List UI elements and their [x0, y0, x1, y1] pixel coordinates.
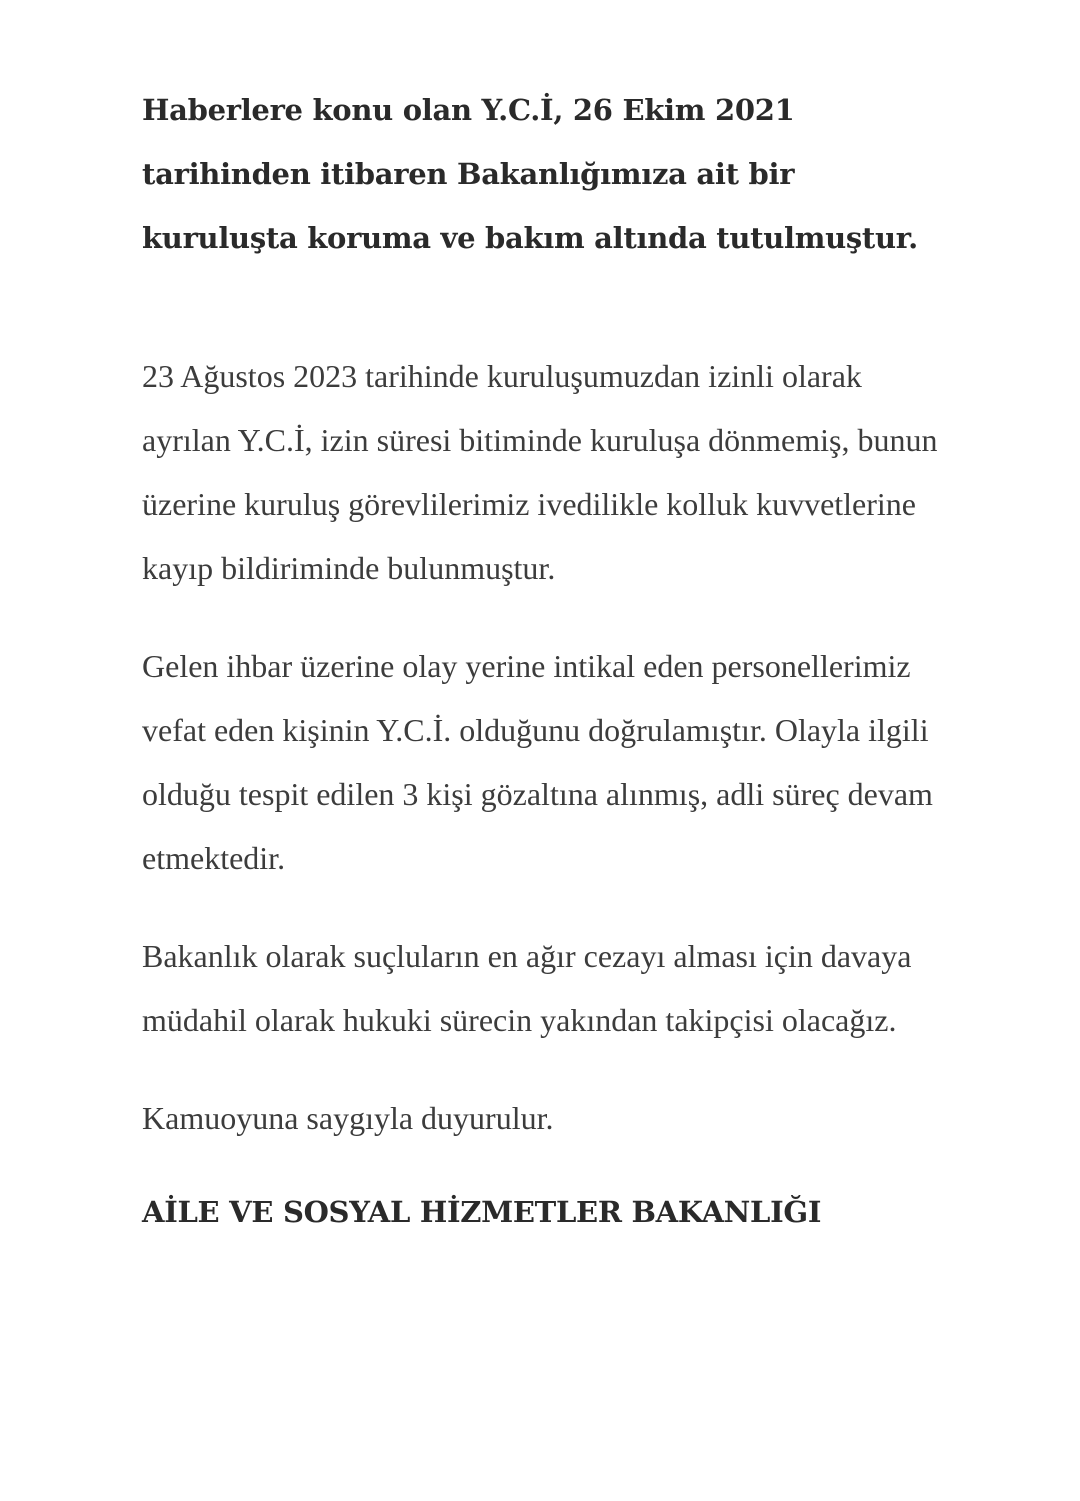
press-release-article [142, 78, 942, 1244]
lead-paragraph: Haberlere konu olan Y.C.İ, 26 Ekim 2021 tarihinden itibaren Bakanlığımıza ait bir kuruluşta koruma ve bakım altında tutulmuştur. [142, 93, 918, 255]
paragraph-legal-process: Bakanlık olarak suçluların en ağır cezayı alması için davaya müdahil olarak hukuki sürecin yakından takipçisi olacağız. [142, 938, 912, 1038]
paragraph-identification: Gelen ihbar üzerine olay yerine intikal eden personellerimiz vefat eden kişinin Y.C.İ. olduğunu doğrulamıştır. Olayla ilgili olduğu tespit edilen 3 kişi gözaltına alınmış, adli süreç devam etmektedir. [142, 648, 933, 876]
ministry-signature: AİLE VE SOSYAL HİZMETLER BAKANLIĞI [142, 1195, 822, 1229]
paragraph-announcement: Kamuoyuna saygıyla duyurulur. [142, 1100, 554, 1136]
paragraph-leave-report: 23 Ağustos 2023 tarihinde kuruluşumuzdan izinli olarak ayrılan Y.C.İ, izin süresi bitiminde kuruluşa dönmemiş, bunun üzerine kuruluş görevlilerimiz ivedilikle kolluk kuvvetlerine kayıp bildiriminde bulunmuştur. [142, 358, 938, 586]
